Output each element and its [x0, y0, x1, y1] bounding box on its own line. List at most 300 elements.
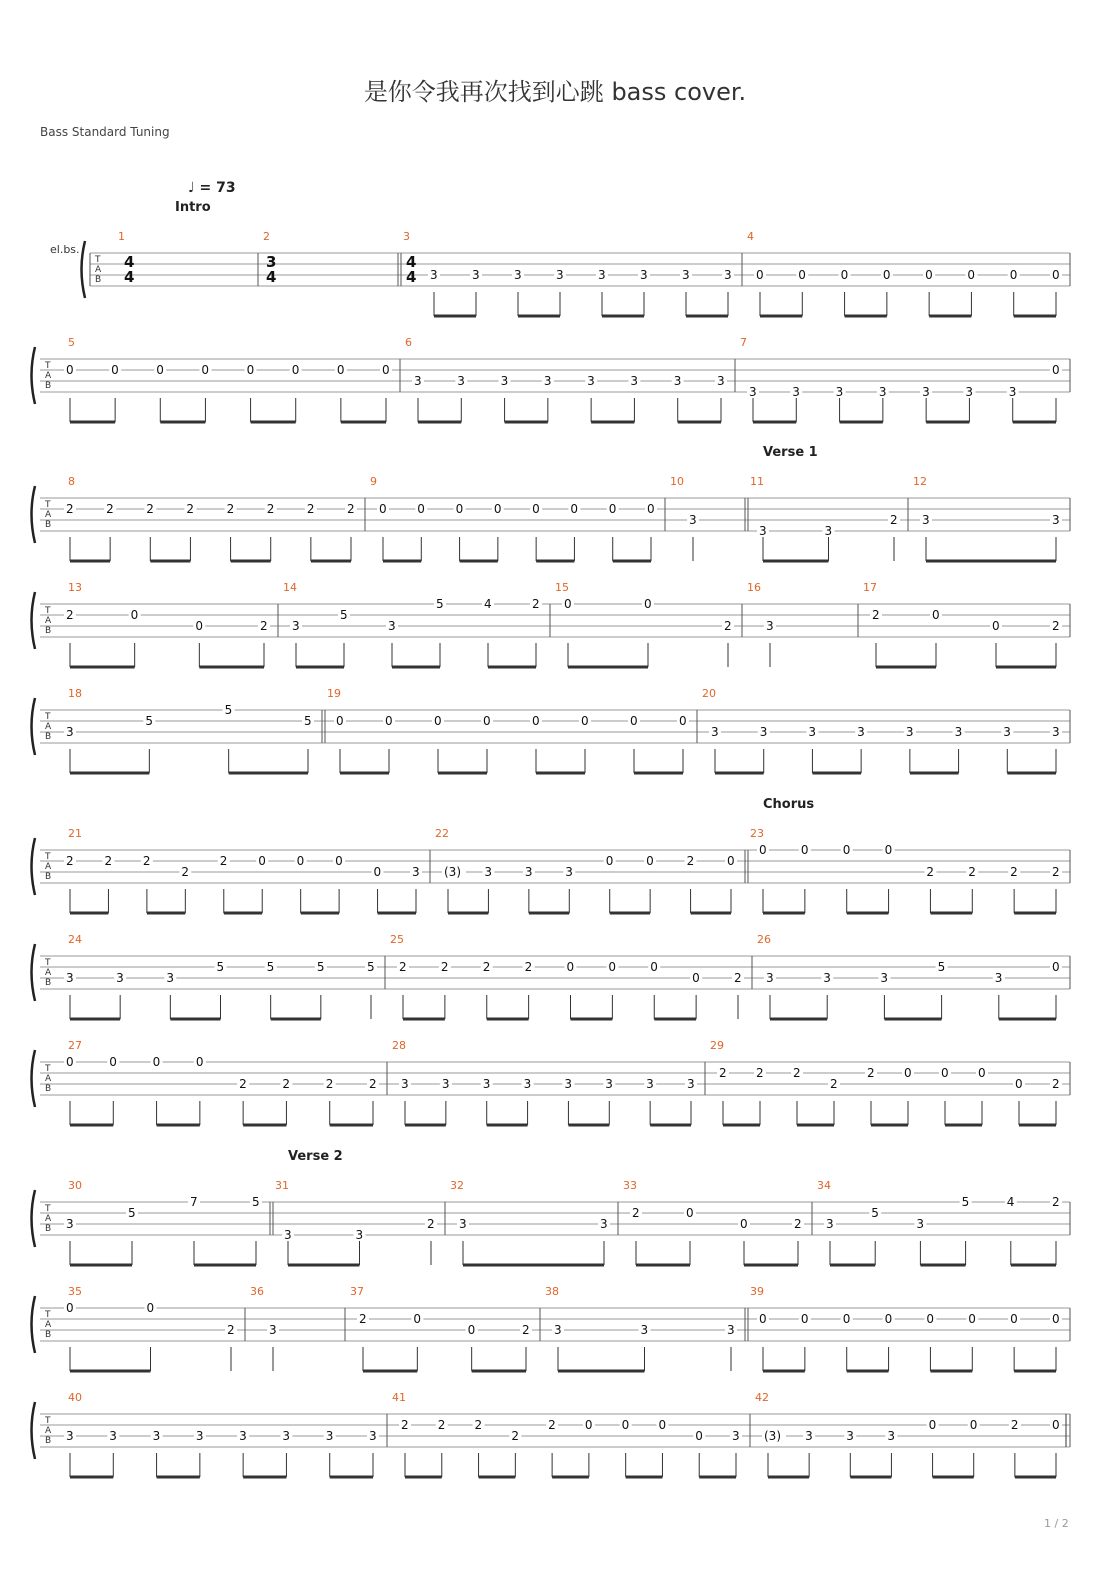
fret-number: 3 [482, 1077, 491, 1091]
fret-number: 2 [282, 1077, 291, 1091]
fret-number: 2 [632, 1206, 640, 1220]
fret-number: 0 [1010, 1312, 1018, 1326]
fret-number: 0 [532, 714, 540, 728]
fret-number: 3 [66, 1429, 74, 1443]
fret-number: 3 [954, 725, 963, 739]
fret-number: 0 [385, 714, 393, 728]
measure-number: 16 [747, 581, 761, 594]
tab-clef-letter: A [45, 616, 52, 626]
fret-number: 3 [66, 1217, 74, 1231]
fret-number: 3 [523, 1077, 532, 1091]
fret-number: 2 [146, 502, 154, 516]
fret-number: 3 [857, 725, 865, 739]
fret-number: 0 [336, 363, 345, 377]
fret-number: 3 [556, 268, 564, 282]
tab-clef-letter: B [45, 626, 52, 636]
fret-number: 3 [727, 1323, 735, 1337]
fret-number: 2 [226, 502, 235, 516]
fret-number: 2 [239, 1077, 247, 1091]
fret-number: 3 [1052, 725, 1060, 739]
fret-number: 0 [581, 714, 589, 728]
fret-number: 0 [66, 1055, 74, 1069]
fret-number: 0 [130, 608, 139, 622]
tab-clef-letter: B [45, 520, 52, 530]
measure-number: 39 [750, 1285, 764, 1298]
fret-number: 0 [111, 363, 119, 377]
fret-number: 0 [884, 1312, 893, 1326]
fret-number: 3 [1008, 385, 1017, 399]
measure-number: 6 [405, 336, 412, 349]
fret-number: 0 [373, 865, 382, 879]
fret-number: 0 [992, 619, 1000, 633]
fret-number: 2 [1052, 1077, 1060, 1091]
fret-number: 0 [1052, 1418, 1060, 1432]
fret-number: 3 [846, 1429, 854, 1443]
tab-clef-letter: A [45, 371, 52, 381]
fret-number: 0 [679, 714, 687, 728]
fret-number: 0 [201, 363, 210, 377]
fret-number: 0 [925, 268, 933, 282]
fret-number: 3 [412, 865, 420, 879]
fret-number: 5 [145, 714, 153, 728]
fret-number: 0 [195, 619, 203, 633]
fret-number: 3 [282, 1429, 291, 1443]
fret-number: 0 [417, 502, 425, 516]
fret-number: 3 [673, 374, 682, 388]
measure-number: 3 [403, 230, 410, 243]
fret-number: 2 [399, 960, 407, 974]
fret-number: 2 [890, 513, 898, 527]
fret-number: 3 [598, 268, 606, 282]
fret-number: 0 [66, 1301, 74, 1315]
measure-number: 30 [68, 1179, 82, 1192]
instrument-label: el.bs. [50, 243, 80, 256]
fret-number: 0 [695, 1429, 703, 1443]
fret-number: 3 [500, 374, 509, 388]
tab-clef-letter: T [45, 1310, 51, 1320]
fret-number: 0 [1052, 1312, 1060, 1326]
fret-number: 3 [430, 268, 438, 282]
fret-number: 0 [941, 1066, 949, 1080]
fret-number: 0 [644, 597, 652, 611]
tab-clef-letter: T [45, 606, 51, 616]
fret-number: 3 [524, 865, 533, 879]
fret-number: 3 [640, 1323, 649, 1337]
tab-clef-letter: T [45, 1064, 51, 1074]
measure-number: 27 [68, 1039, 82, 1052]
fret-number: 0 [1009, 268, 1018, 282]
fret-number: 3 [808, 725, 817, 739]
tab-clef-letter: A [45, 1320, 52, 1330]
fret-number: 0 [455, 502, 464, 516]
fret-number: 0 [842, 843, 851, 857]
section-label: Intro [175, 200, 211, 215]
fret-number: 3 [766, 971, 774, 985]
measure-number: 32 [450, 1179, 464, 1192]
fret-number: 0 [246, 363, 255, 377]
fret-number: 0 [335, 854, 343, 868]
measure-number: 40 [68, 1391, 82, 1404]
tab-clef-letter: T [95, 255, 101, 265]
fret-number: 3 [605, 1077, 613, 1091]
tab-clef-letter: T [45, 500, 51, 510]
fret-number: 0 [884, 843, 893, 857]
time-signature-top: 4 [406, 253, 417, 271]
fret-number: 0 [146, 1301, 155, 1315]
fret-number: 2 [719, 1066, 727, 1080]
measure-number: 41 [392, 1391, 406, 1404]
fret-number: 0 [727, 854, 735, 868]
fret-number: 5 [224, 703, 233, 717]
measure-number: 42 [755, 1391, 769, 1404]
fret-number: 3 [887, 1429, 896, 1443]
fret-number: 3 [689, 513, 697, 527]
fret-number: 0 [759, 1312, 767, 1326]
system-bracket [32, 347, 36, 404]
fret-number: 2 [106, 502, 114, 516]
time-signature-bottom: 4 [406, 268, 417, 286]
measure-number: 10 [670, 475, 684, 488]
fret-number: 2 [872, 608, 880, 622]
fret-number: 3 [922, 385, 930, 399]
system-bracket [32, 1402, 36, 1459]
system-bracket [32, 592, 36, 649]
quarter-note-icon: ♩ [188, 180, 195, 196]
fret-number: 3 [766, 619, 774, 633]
fret-number: 2 [1052, 865, 1060, 879]
fret-number: 3 [759, 725, 768, 739]
fret-number: 2 [532, 597, 540, 611]
tuning-label: Bass Standard Tuning [40, 125, 170, 139]
fret-number: 4 [1006, 1195, 1015, 1209]
fret-number: 2 [793, 1066, 801, 1080]
fret-number: 3 [414, 374, 422, 388]
tab-clef-letter: A [45, 862, 52, 872]
fret-number: 2 [142, 854, 151, 868]
fret-number: 0 [840, 268, 849, 282]
measure-number: 31 [275, 1179, 289, 1192]
fret-number: 2 [260, 619, 268, 633]
fret-number: 2 [926, 865, 935, 879]
measure-number: 21 [68, 827, 82, 840]
fret-number: 3 [239, 1429, 247, 1443]
fret-number: 2 [227, 1323, 235, 1337]
fret-number: 3 [514, 268, 522, 282]
page-number: 1 / 2 [1044, 1517, 1069, 1530]
fret-number: 2 [756, 1066, 764, 1080]
fret-number: 2 [66, 854, 74, 868]
fret-number: 0 [434, 714, 442, 728]
fret-number: 5 [961, 1195, 970, 1209]
time-signature-top: 3 [266, 253, 277, 271]
fret-number: 0 [740, 1217, 748, 1231]
fret-number: 2 [1052, 619, 1060, 633]
fret-number: 3 [711, 725, 719, 739]
fret-number: 0 [564, 597, 572, 611]
fret-number: 3 [1003, 725, 1011, 739]
fret-number: 0 [647, 502, 655, 516]
fret-number: 3 [630, 374, 639, 388]
fret-number: 0 [413, 1312, 421, 1326]
fret-number: 7 [190, 1195, 198, 1209]
fret-number: 2 [427, 1217, 435, 1231]
tab-clef-letter: T [45, 712, 51, 722]
measure-number: 5 [68, 336, 75, 349]
measure-number: 18 [68, 687, 82, 700]
measure-number: 4 [747, 230, 754, 243]
tab-clef-letter: B [45, 1436, 52, 1446]
fret-number: 3 [388, 619, 396, 633]
fret-number: 0 [621, 1418, 630, 1432]
fret-number: 2 [401, 1418, 409, 1432]
measure-number: 22 [435, 827, 449, 840]
fret-number: 3 [792, 385, 800, 399]
fret-number: 0 [1052, 960, 1060, 974]
tab-clef-letter: T [45, 1204, 51, 1214]
fret-number: 2 [347, 502, 355, 516]
fret-number: 0 [1015, 1077, 1023, 1091]
fret-number: 0 [646, 854, 654, 868]
fret-number: 4 [484, 597, 492, 611]
tab-clef-letter: A [95, 265, 102, 275]
fret-number: 3 [759, 524, 767, 538]
system-bracket [82, 241, 86, 298]
fret-number: 0 [156, 363, 164, 377]
fret-number: 0 [608, 960, 617, 974]
fret-number: 2 [524, 960, 533, 974]
measure-number: 15 [555, 581, 569, 594]
system-bracket [32, 1190, 36, 1247]
time-signature-bottom: 4 [266, 268, 277, 286]
fret-number: 3 [880, 971, 889, 985]
fret-number: 3 [922, 513, 930, 527]
measure-number: 19 [327, 687, 341, 700]
fret-number: 3 [824, 524, 833, 538]
fret-number: 3 [600, 1217, 608, 1231]
fret-number: 2 [325, 1077, 334, 1091]
fret-number: 2 [66, 608, 74, 622]
fret-number: 0 [968, 1312, 976, 1326]
fret-number: 3 [826, 1217, 834, 1231]
fret-number: 3 [355, 1228, 364, 1242]
fret-number: 3 [66, 725, 74, 739]
fret-number: 5 [937, 960, 946, 974]
tab-clef-letter: A [45, 510, 52, 520]
measure-number: 38 [545, 1285, 559, 1298]
fret-number: 2 [359, 1312, 367, 1326]
fret-number: 3 [1052, 513, 1060, 527]
fret-number: 0 [493, 502, 502, 516]
fret-number: 3 [905, 725, 914, 739]
fret-number: 0 [686, 1206, 694, 1220]
fret-number: 3 [441, 1077, 450, 1091]
fret-number: 3 [916, 1217, 925, 1231]
section-label: Verse 1 [763, 445, 818, 460]
time-signature-top: 4 [124, 253, 135, 271]
fret-number: 3 [749, 385, 757, 399]
tab-clef-letter: B [45, 872, 52, 882]
fret-number: 2 [867, 1066, 875, 1080]
measure-number: 17 [863, 581, 877, 594]
fret-number: 3 [484, 865, 493, 879]
fret-number: 3 [823, 971, 831, 985]
fret-number: 3 [878, 385, 887, 399]
tempo-value: = 73 [199, 180, 236, 196]
fret-number: 0 [605, 854, 614, 868]
fret-number: 3 [717, 374, 725, 388]
fret-number: 0 [291, 363, 300, 377]
fret-number: (3) [444, 865, 461, 879]
fret-number: 5 [304, 714, 312, 728]
tab-clef-letter: B [45, 732, 52, 742]
fret-number: 3 [835, 385, 844, 399]
measure-number: 8 [68, 475, 75, 488]
tab-clef-letter: B [45, 381, 52, 391]
system-bracket [32, 698, 36, 755]
measure-number: 24 [68, 933, 82, 946]
system-bracket [32, 838, 36, 895]
measure-number: 35 [68, 1285, 82, 1298]
fret-number: 0 [109, 1055, 117, 1069]
section-label: Chorus [763, 797, 815, 812]
fret-number: 3 [564, 1077, 573, 1091]
fret-number: 3 [805, 1429, 813, 1443]
section-label: Verse 2 [288, 1149, 343, 1164]
fret-number: 3 [459, 1217, 467, 1231]
fret-number: 3 [994, 971, 1003, 985]
fret-number: 3 [457, 374, 465, 388]
system-bracket [32, 1296, 36, 1353]
fret-number: 2 [1010, 865, 1018, 879]
score-title: 是你令我再次找到心跳 bass cover. [363, 78, 747, 106]
fret-number: 0 [969, 1418, 978, 1432]
fret-number: 3 [284, 1228, 292, 1242]
fret-number: 0 [842, 1312, 851, 1326]
fret-number: 3 [724, 268, 732, 282]
measure-number: 13 [68, 581, 82, 594]
fret-number: 3 [166, 971, 174, 985]
fret-number: 0 [483, 714, 491, 728]
fret-number: 0 [258, 854, 266, 868]
fret-number: 3 [369, 1429, 377, 1443]
fret-number: 2 [794, 1217, 802, 1231]
measure-number: 29 [710, 1039, 724, 1052]
measure-number: 23 [750, 827, 764, 840]
fret-number: 2 [724, 619, 732, 633]
fret-number: 2 [306, 502, 315, 516]
fret-number: 2 [181, 865, 189, 879]
fret-number: 3 [682, 268, 690, 282]
measure-number: 37 [350, 1285, 364, 1298]
fret-number: 5 [128, 1206, 136, 1220]
measure-number: 36 [250, 1285, 264, 1298]
fret-number: 5 [266, 960, 275, 974]
fret-number: 2 [734, 971, 742, 985]
fret-number: 2 [474, 1418, 483, 1432]
fret-number: 3 [554, 1323, 562, 1337]
fret-number: 3 [109, 1429, 117, 1443]
fret-number: 0 [1052, 268, 1060, 282]
fret-number: 2 [440, 960, 449, 974]
fret-number: 3 [401, 1077, 409, 1091]
fret-number: 3 [640, 268, 648, 282]
fret-number: 0 [967, 268, 976, 282]
measure-number: 26 [757, 933, 771, 946]
measure-number: 1 [118, 230, 125, 243]
tab-clef-letter: B [45, 1084, 52, 1094]
fret-number: 3 [269, 1323, 277, 1337]
fret-number: 0 [928, 1418, 937, 1432]
fret-number: 2 [66, 502, 74, 516]
fret-number: 3 [66, 971, 74, 985]
measure-number: 2 [263, 230, 270, 243]
fret-number: 5 [216, 960, 225, 974]
fret-number: 5 [367, 960, 375, 974]
fret-number: 5 [436, 597, 444, 611]
measure-number: 34 [817, 1179, 831, 1192]
measure-number: 12 [913, 475, 927, 488]
fret-number: 3 [472, 268, 480, 282]
measure-number: 20 [702, 687, 716, 700]
fret-number: 0 [650, 960, 658, 974]
fret-number: 5 [340, 608, 348, 622]
fret-number: 3 [195, 1429, 204, 1443]
fret-number: 2 [686, 854, 695, 868]
measure-number: 28 [392, 1039, 406, 1052]
fret-number: 0 [152, 1055, 161, 1069]
fret-number: 0 [800, 1312, 809, 1326]
fret-number: 0 [382, 363, 390, 377]
fret-number: (3) [764, 1429, 781, 1443]
fret-number: 2 [1010, 1418, 1019, 1432]
fret-number: 2 [830, 1077, 838, 1091]
fret-number: 5 [252, 1195, 260, 1209]
tab-clef-letter: A [45, 1214, 52, 1224]
fret-number: 3 [687, 1077, 695, 1091]
system-bracket [32, 486, 36, 543]
tab-clef-letter: B [95, 275, 102, 285]
fret-number: 2 [548, 1418, 556, 1432]
fret-number: 0 [1052, 363, 1060, 377]
fret-number: 2 [186, 502, 195, 516]
tab-clef-letter: T [45, 852, 51, 862]
fret-number: 3 [732, 1429, 740, 1443]
fret-number: 3 [587, 374, 595, 388]
fret-number: 2 [968, 865, 976, 879]
fret-number: 0 [66, 363, 74, 377]
fret-number: 0 [296, 854, 305, 868]
time-signature-bottom: 4 [124, 268, 135, 286]
fret-number: 0 [336, 714, 344, 728]
fret-number: 0 [692, 971, 700, 985]
fret-number: 0 [532, 502, 540, 516]
fret-number: 2 [1052, 1195, 1060, 1209]
measure-number: 25 [390, 933, 404, 946]
fret-number: 3 [565, 865, 573, 879]
tab-clef-letter: T [45, 958, 51, 968]
fret-number: 2 [266, 502, 275, 516]
fret-number: 0 [926, 1312, 935, 1326]
fret-number: 3 [152, 1429, 161, 1443]
fret-number: 2 [522, 1323, 530, 1337]
tab-clef-letter: B [45, 1330, 52, 1340]
fret-number: 2 [482, 960, 491, 974]
fret-number: 0 [195, 1055, 204, 1069]
measure-number: 11 [750, 475, 764, 488]
fret-number: 0 [467, 1323, 476, 1337]
measure-number: 7 [740, 336, 747, 349]
fret-number: 0 [379, 502, 387, 516]
